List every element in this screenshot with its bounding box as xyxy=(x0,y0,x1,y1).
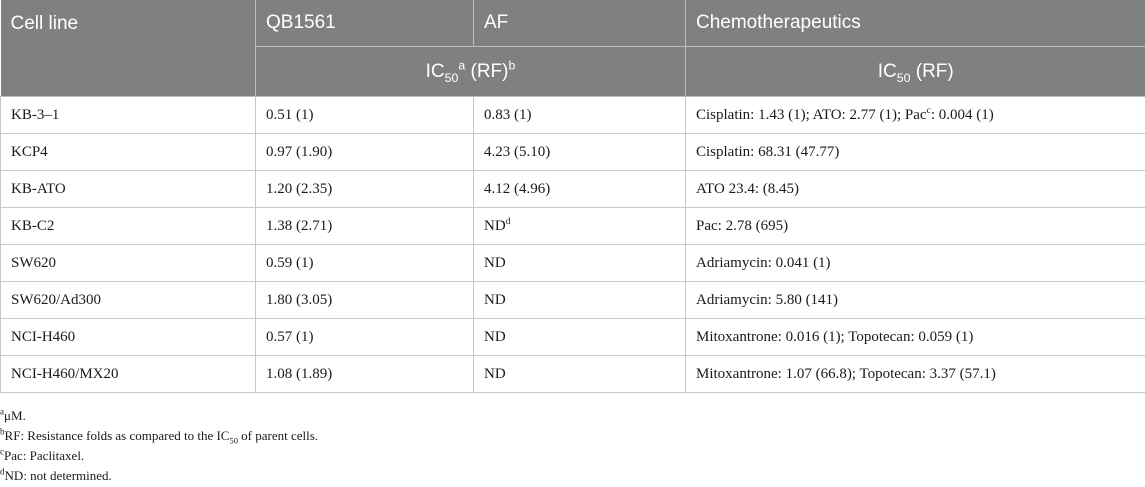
cell-qb1561: 0.51 (1) xyxy=(256,97,474,134)
cell-af: $ND^d$ xyxy=(474,208,686,245)
cell-chemotherapeutics: Pac: 2.78 (695) xyxy=(686,208,1145,245)
cell-line: NCI-H460 xyxy=(1,319,256,356)
cell-af: 4.23 (5.10) xyxy=(474,134,686,171)
cell-line: NCI-H460/MX20 xyxy=(1,356,256,393)
cell-line: SW620/Ad300 xyxy=(1,282,256,319)
header-chemotherapeutics: Chemotherapeutics xyxy=(686,0,1145,47)
footnotes xyxy=(0,406,318,486)
cell-line: KB-C2 xyxy=(1,208,256,245)
cell-chemotherapeutics: Cisplatin: 68.31 (47.77) xyxy=(686,134,1145,171)
header-af: AF xyxy=(474,0,686,47)
cell-qb1561: 1.20 (2.35) xyxy=(256,171,474,208)
table-row xyxy=(1,171,1145,208)
table-body xyxy=(1,97,1145,393)
cell-qb1561: 0.57 (1) xyxy=(256,319,474,356)
cell-af: 4.12 (4.96) xyxy=(474,171,686,208)
cell-qb1561: 1.38 (2.71) xyxy=(256,208,474,245)
header-cell-line: Cell line xyxy=(1,0,256,97)
cell-chemotherapeutics: Mitoxantrone: 1.07 (66.8); Topotecan: 3.37 (57.1) xyxy=(686,356,1145,393)
cell-chemotherapeutics: ATO 23.4: (8.45) xyxy=(686,171,1145,208)
table-row xyxy=(1,282,1145,319)
cell-qb1561: 1.80 (3.05) xyxy=(256,282,474,319)
cell-qb1561: 0.97 (1.90) xyxy=(256,134,474,171)
table-header xyxy=(1,0,1145,97)
cell-line: KB-3–1 xyxy=(1,97,256,134)
cell-chemotherapeutics: Mitoxantrone: 0.016 (1); Topotecan: 0.059 (1) xyxy=(686,319,1145,356)
cell-line: KCP4 xyxy=(1,134,256,171)
footnote-d: $^d$ND: not determined. xyxy=(0,466,112,483)
cell-qb1561: 1.08 (1.89) xyxy=(256,356,474,393)
table-row xyxy=(1,319,1145,356)
footnote-c: $^c$Pac: Paclitaxel. xyxy=(0,446,85,463)
cell-chemotherapeutics: Adriamycin: 5.80 (141) xyxy=(686,282,1145,319)
cell-af: ND xyxy=(474,282,686,319)
cell-qb1561: 0.59 (1) xyxy=(256,245,474,282)
cell-af: ND xyxy=(474,319,686,356)
cell-chemotherapeutics: Adriamycin: 0.041 (1) xyxy=(686,245,1145,282)
cell-af: ND xyxy=(474,245,686,282)
table-row xyxy=(1,134,1145,171)
table-row xyxy=(1,245,1145,282)
table-row xyxy=(1,97,1145,134)
table-row xyxy=(1,208,1145,245)
header-qb1561: QB1561 xyxy=(256,0,474,47)
table-row xyxy=(1,356,1145,393)
header-ic50-rf-right: $IC_{50}$ (RF) xyxy=(686,47,1145,97)
cell-line: SW620 xyxy=(1,245,256,282)
header-ic50-rf-left: $IC_{50}^a$ (RF)$^b$ xyxy=(256,47,686,97)
cell-line: KB-ATO xyxy=(1,171,256,208)
cell-af: ND xyxy=(474,356,686,393)
footnote-a: $^a$μM. xyxy=(0,406,26,423)
cell-chemotherapeutics: Cisplatin: 1.43 (1); ATO: 2.77 (1); Pac$^c$: 0.004 (1) xyxy=(686,97,1145,134)
footnote-b: $^b$RF: Resistance folds as compared to the $IC_{50}$ of parent cells. xyxy=(0,426,319,446)
cell-af: 0.83 (1) xyxy=(474,97,686,134)
